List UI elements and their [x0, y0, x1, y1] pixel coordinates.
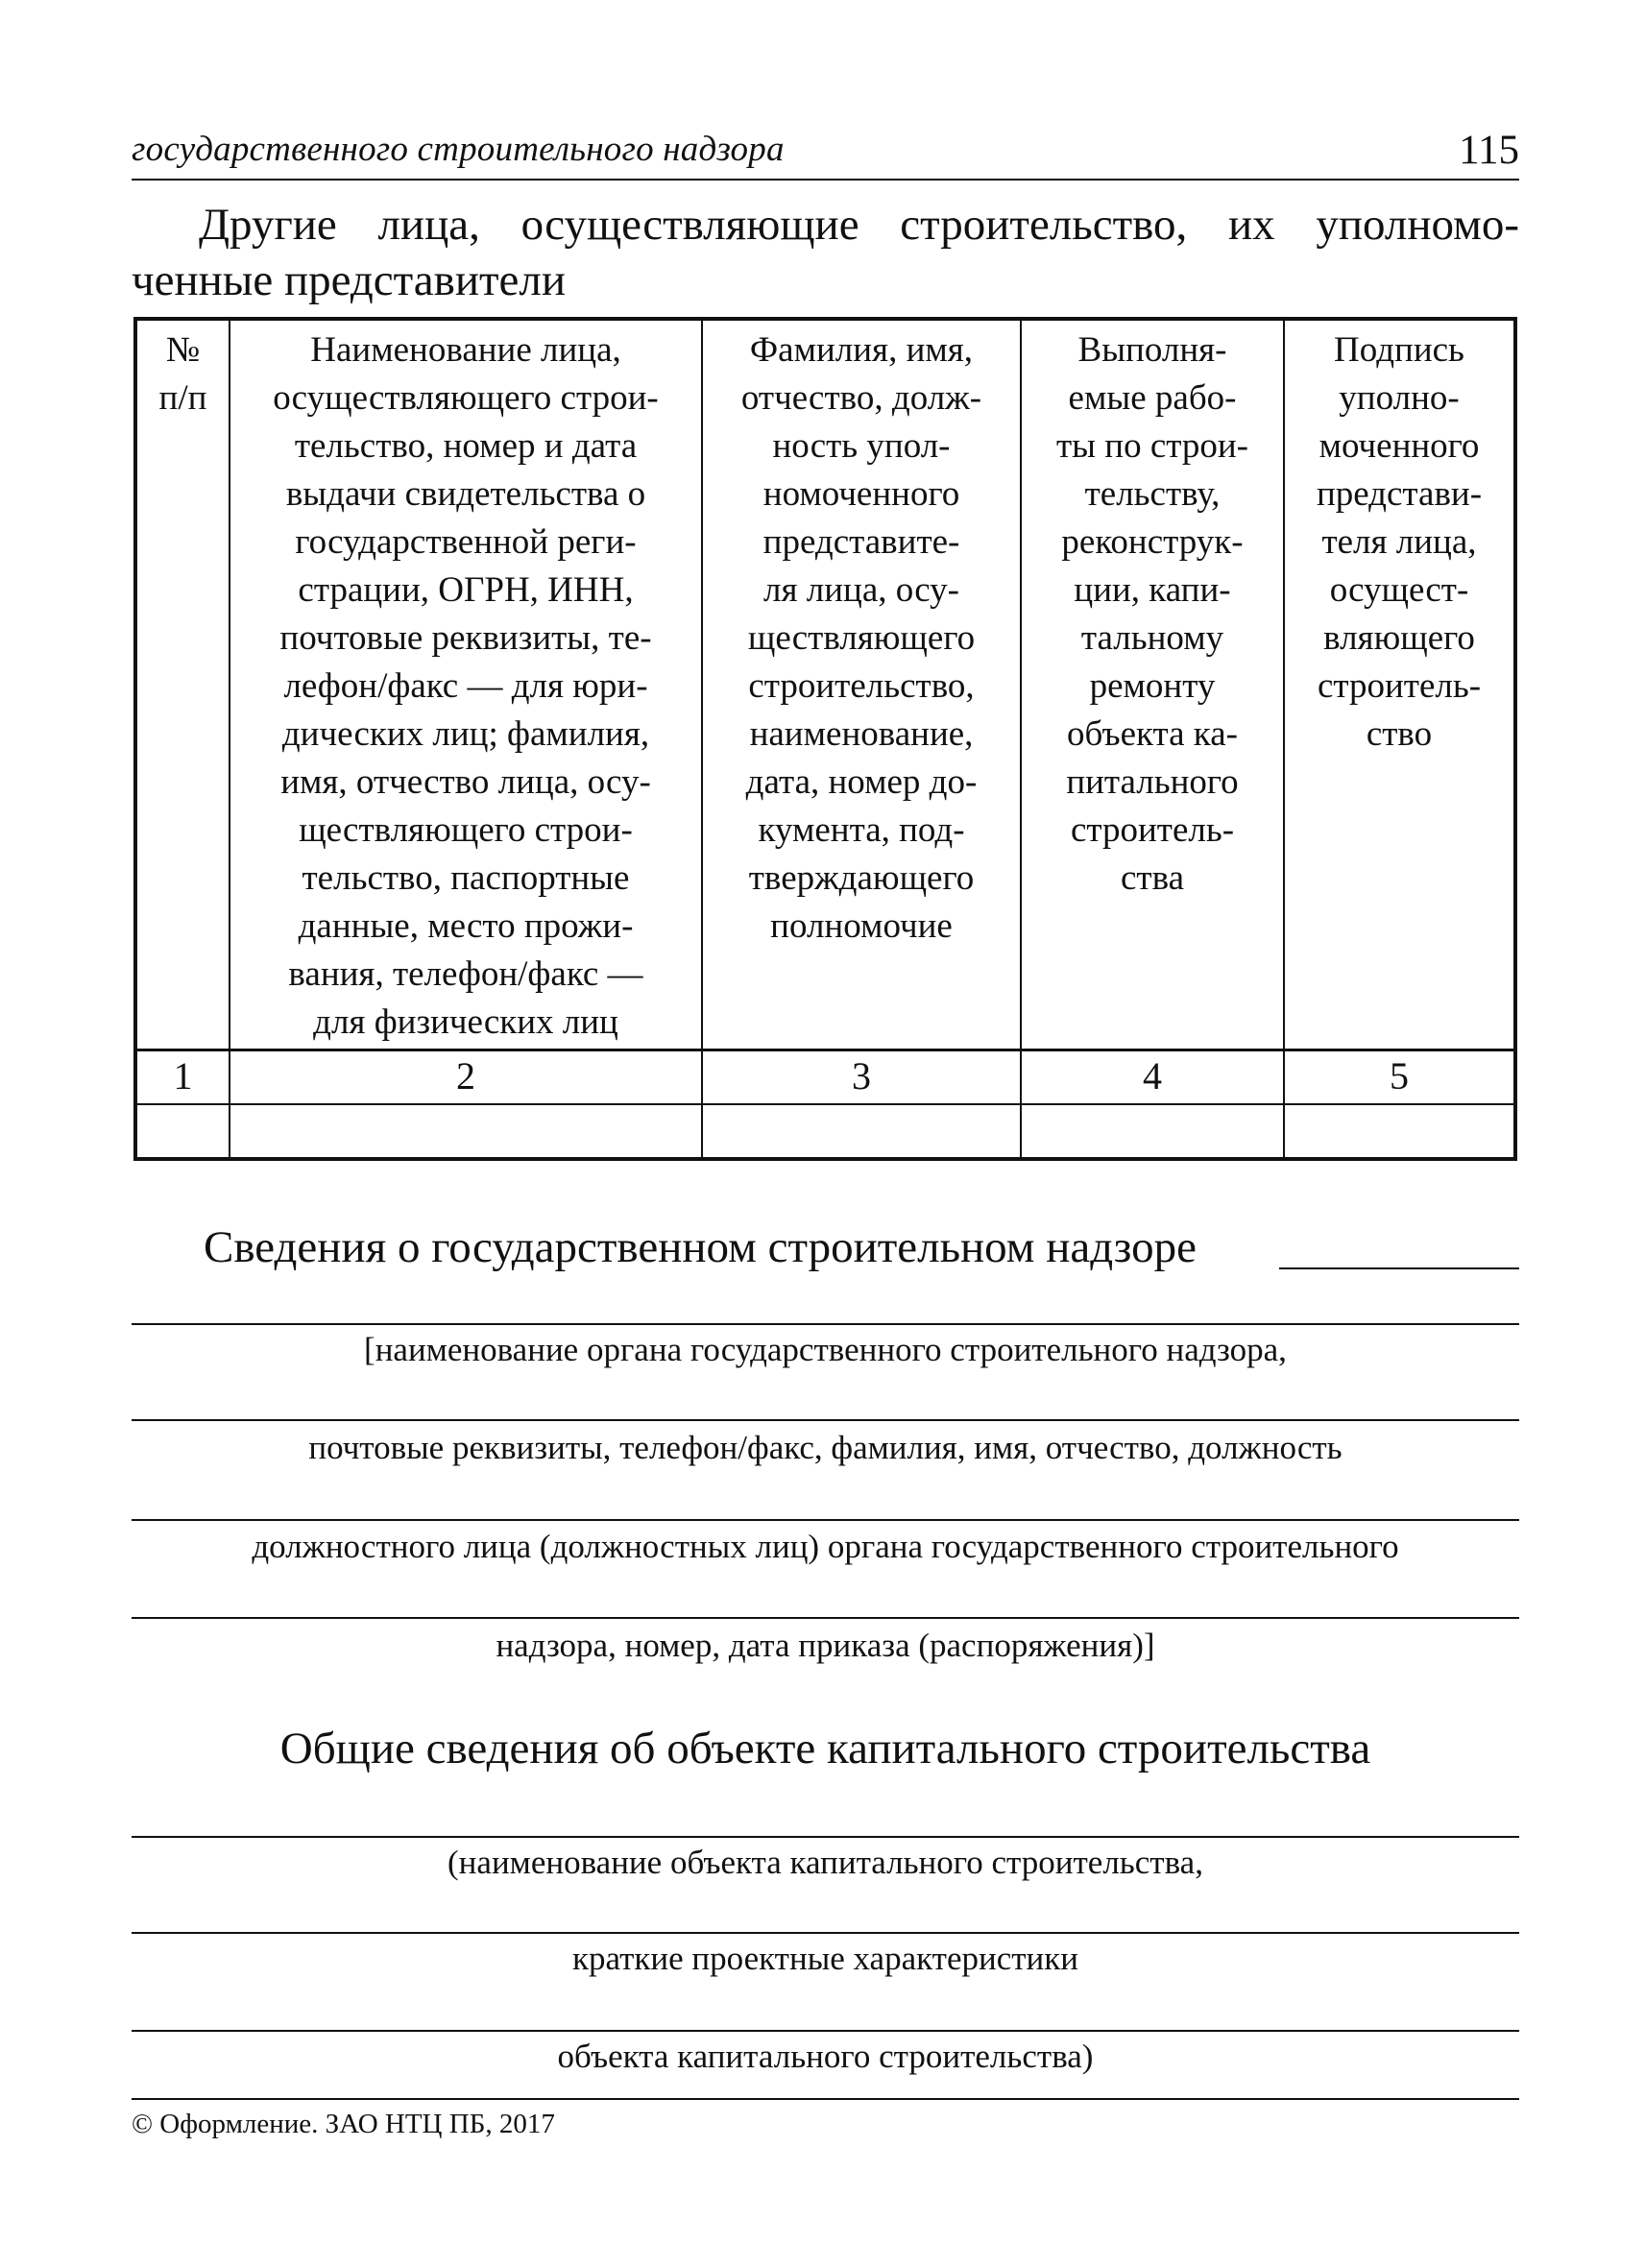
table-header-row	[135, 319, 1515, 1050]
fill-in-caption: [наименование органа государственного строительного надзора,	[364, 1331, 1287, 1368]
table-header-cell: Выполня- емые рабо- ты по строи- тельству, реконструк- ции, капи- тальному ремонту объекта ка- питального строитель- ства	[1021, 319, 1284, 1050]
table-cell-empty[interactable]	[1021, 1104, 1284, 1159]
column-number-cell: 3	[702, 1050, 1021, 1105]
fill-in-line[interactable]	[132, 1419, 1519, 1421]
fill-in-caption: почтовые реквизиты, телефон/факс, фамилия, имя, отчество, должность	[308, 1429, 1343, 1466]
copyright-notice: © Оформление. ЗАО НТЦ ПБ, 2017	[132, 2109, 555, 2139]
table-row	[135, 1104, 1515, 1159]
fill-in-line[interactable]	[132, 1323, 1519, 1325]
fill-in-line[interactable]	[132, 1617, 1519, 1619]
table-header-cell: Наименование лица, осуществляющего строи- тельство, номер и дата выдачи свидетельства о государственной реги- страции, ОГРН, ИНН, почтовые реквизиты, те- лефон/факс — для юри- дических лиц; фамилия, имя, отчество лица, осу- ществляющего строи- тельство, паспортные данные, место прожи- вания, телефон/факс — для физических лиц	[230, 319, 702, 1050]
table-cell-empty[interactable]	[135, 1104, 230, 1159]
fill-in-line[interactable]	[132, 2030, 1519, 2032]
fill-in-line[interactable]	[132, 1519, 1519, 1521]
fill-in-caption: должностного лица (должностных лиц) органа государственного строительного	[252, 1528, 1399, 1565]
table-cell-empty[interactable]	[230, 1104, 702, 1159]
running-title: государственного строительного надзора	[132, 130, 785, 169]
fill-in-caption: надзора, номер, дата приказа (распоряжения)]	[496, 1627, 1155, 1664]
page-number: 115	[1459, 128, 1519, 173]
table-header-cell: Фамилия, имя, отчество, долж- ность упол- номоченного представите- ля лица, осу- ществляющего строительство, наименование, дата, номер до- кумента, под- тверждающего полномочие	[702, 319, 1021, 1050]
representatives-table	[133, 317, 1517, 1161]
section-heading-line-2: ченные представители	[132, 255, 566, 305]
fill-in-line[interactable]	[132, 1836, 1519, 1838]
fill-in-line[interactable]	[1279, 1267, 1519, 1269]
section-title: Общие сведения об объекте капитального строительства	[279, 1724, 1371, 1773]
fill-in-line[interactable]	[132, 1932, 1519, 1934]
table-cell-empty[interactable]	[702, 1104, 1021, 1159]
table-column-number-row	[135, 1050, 1515, 1105]
fill-in-caption: объекта капитального строительства)	[557, 2038, 1094, 2075]
table-header-cell: Подпись уполно- моченного представи- теля лица, осущест- вляющего строитель- ство	[1284, 319, 1515, 1050]
section-heading-other-persons	[132, 197, 1519, 308]
section-heading-construction-supervision	[132, 1219, 1519, 1277]
column-number-cell: 5	[1284, 1050, 1515, 1105]
table-cell-empty[interactable]	[1284, 1104, 1515, 1159]
column-number-cell: 1	[135, 1050, 230, 1105]
column-number-cell: 2	[230, 1050, 702, 1105]
table-header-cell: № п/п	[135, 319, 230, 1050]
column-number-cell: 4	[1021, 1050, 1284, 1105]
fill-in-caption: краткие проектные характеристики	[571, 1940, 1079, 1977]
section-heading-line-1: Другие лица, осуществляющие строительство, их уполномо-	[199, 200, 1519, 250]
representatives-table-wrapper	[133, 317, 1517, 1161]
section-title: Сведения о государственном строительном надзоре	[204, 1222, 1197, 1272]
running-header	[132, 127, 1519, 181]
fill-in-caption: (наименование объекта капитального строительства,	[448, 1844, 1203, 1881]
fill-in-line[interactable]	[132, 2098, 1519, 2100]
